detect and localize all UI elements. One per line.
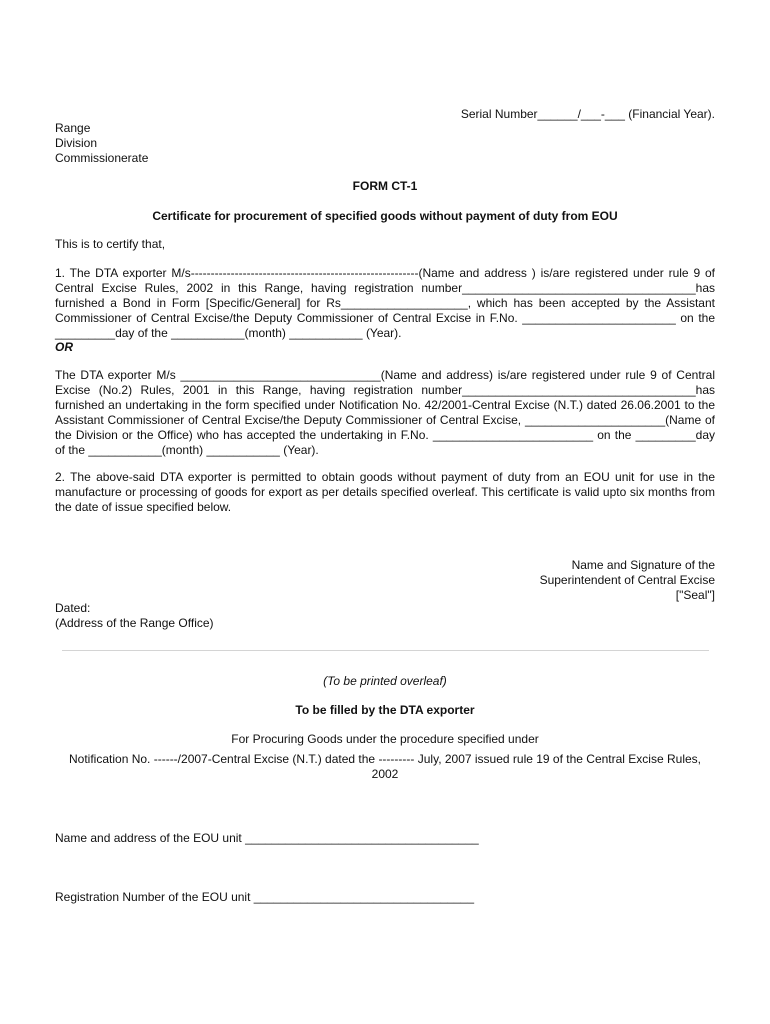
eou-name-address-field: Name and address of the EOU unit ___________________________________ bbox=[55, 831, 479, 845]
commissionerate-label: Commissionerate bbox=[55, 151, 149, 165]
signature-line-seal: ["Seal"] bbox=[675, 588, 715, 602]
paragraph-undertaking: The DTA exporter M/s ______________________________(Name and address) is/are registered under rule 9 of Central Excise (No.2) Rules, 2001 in this Range, having registration number___________________________________has furnished an undertaking in the form specified under Notification No. 42/2001-Central Excise (N.T.) dated 26.06.2001 to the Assistant Commissioner of Central Excise/the Deputy Commissioner of Central Excise, _____________________(Name of the Division or the Office) who has accepted the undertaking in F.No. ________________________ on the _________day of the ___________(month) ___________ (Year). bbox=[55, 368, 715, 457]
procuring-line: For Procuring Goods under the procedure specified under bbox=[231, 732, 539, 746]
signature-block bbox=[540, 558, 715, 603]
signature-line-name: Name and Signature of the bbox=[571, 558, 715, 572]
paragraph-bond: 1. The DTA exporter M/s---------------------------------------------------------(Name and address ) is/are registered under rule 9 of Central Excise Rules, 2002 in this Range, having registration number___________________________________has furnished a Bond in Form [Specific/General] for Rs___________________, which has been accepted by the Assistant Commissioner of Central Excise/the Deputy Commissioner of Central Excise in F.No. _______________________ on the _________day of the ___________(month) ___________ (Year). bbox=[55, 266, 715, 340]
overleaf-note: (To be printed overleaf) bbox=[323, 674, 447, 688]
paragraph-permission: 2. The above-said DTA exporter is permitted to obtain goods without payment of duty from an EOU unit for use in the manufacture or processing of goods for export as per details specified overleaf. This certificate is valid upto six months from the date of issue specified below. bbox=[55, 470, 715, 514]
form-title: FORM CT-1 bbox=[352, 179, 418, 193]
signature-line-title: Superintendent of Central Excise bbox=[539, 573, 715, 587]
dated-label: Dated: bbox=[55, 601, 91, 615]
certificate-title: Certificate for procurement of specified goods without payment of duty from EOU bbox=[152, 209, 618, 223]
range-office-address-label: (Address of the Range Office) bbox=[55, 616, 214, 630]
or-separator: OR bbox=[55, 340, 73, 354]
page-divider bbox=[62, 650, 709, 651]
form-page bbox=[55, 0, 715, 1024]
intro-text: This is to certify that, bbox=[55, 237, 166, 251]
eou-registration-field: Registration Number of the EOU unit _________________________________ bbox=[55, 890, 474, 904]
office-block bbox=[55, 121, 148, 166]
serial-number-line: Serial Number______/___-___ (Financial Year). bbox=[460, 107, 715, 121]
notification-line: Notification No. ------/2007-Central Excise (N.T.) dated the --------- July, 2007 issued rule 19 of the Central Excise Rules, 2002 bbox=[69, 752, 701, 781]
dated-block bbox=[55, 601, 214, 631]
division-label: Division bbox=[55, 136, 98, 150]
filled-by-heading: To be filled by the DTA exporter bbox=[295, 703, 475, 717]
range-label: Range bbox=[55, 121, 91, 135]
